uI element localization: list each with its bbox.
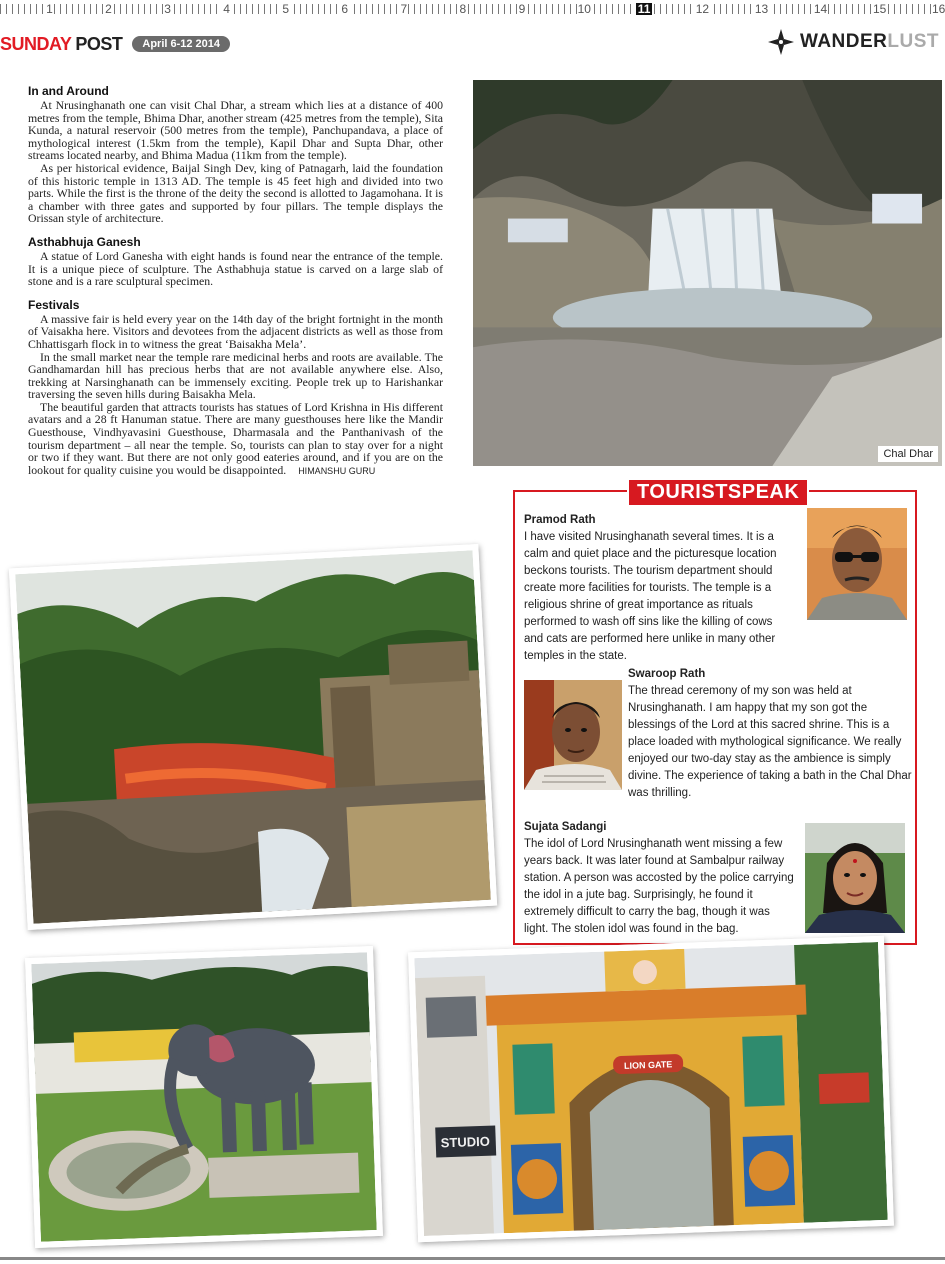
speaker-quote: The idol of Lord Nrusinghanath went missing a few years back. It was later found at Sambalpur railway station. A person was accosted by the police carrying the idol in a jute bag. Surprisingly, he found it extremely difficult to carry the bag, though it was light. The stolen idol was found in the bag.: [524, 838, 794, 935]
issue-date: April 6-12 2014: [132, 36, 230, 52]
ruler-tick: 9: [518, 2, 526, 16]
lion-gate-photo: [408, 936, 894, 1242]
ruler-tick: 14: [813, 2, 828, 16]
heading-festivals: Festivals: [28, 297, 80, 312]
heading-in-and-around: In and Around: [28, 84, 109, 98]
paragraph-text: The beautiful garden that attracts tourists has statues of Lord Krishna in His different avatars and a 28 ft Hanuman statue. There are many guesthouses here like the Mandir Guesthouse, Vindhyavasini Guesthouse, Dharmasala and the Panthanivash of the tourism department – all near the temple. So, tourists can plan to stay over for a night or two if they want. But there are not only good eateries around, and if you are on the lookout for quality cuisine you would be disappointed.: [28, 399, 443, 477]
shop-sign: STUDIO: [440, 1133, 491, 1151]
brand-sunday: SUNDAY: [0, 33, 72, 54]
article-body: [28, 84, 443, 476]
page-ruler: [0, 0, 945, 26]
speaker-swaroop: [628, 666, 913, 802]
paragraph: As per historical evidence, Baijal Singh Dev, king of Patnagarh, laid the foundation of this historic temple in 1313 AD. The temple is 45 feet high and divided into two parts. While the first is the throne of the deity the second is allotted to Jagamohana. It is a chamber with three gates and supported by four pillars. The temple displays the Orissan style of architecture.: [28, 160, 443, 226]
touristspeak-title: TOURISTSPEAK: [627, 478, 809, 507]
avatar-swaroop: [524, 680, 622, 790]
ruler-tick: 16: [932, 2, 945, 16]
section-wander: WANDER: [799, 31, 888, 52]
ruler-tick: 12: [695, 2, 710, 16]
avatar-sujata: [805, 823, 905, 933]
speaker-name: Swaroop Rath: [628, 668, 706, 680]
byline: HIMANSHU GURU: [298, 465, 376, 476]
brand-post: POST: [75, 33, 123, 54]
paragraph: A massive fair is held every year on the 14th day of the bright fortnight in the month of Vaisakha here. Visitors and devotees from the adjacent districts as well as those from Chhattisgarh flock in to witness the great ‘Baisakha Mela’.: [28, 311, 443, 351]
speaker-quote: I have visited Nrusinghanath several times. It is a calm and quiet place and the picturesque location beckons tourists. The tourism department should create more facilities for tourists. The temple is a religious shrine of great importance as rituals performed to wash off sins like the killing of cows and cats are performed here unlike in many other temples in the state.: [524, 531, 777, 662]
masthead: [0, 34, 230, 54]
ruler-tick: 3: [164, 2, 171, 16]
paragraph: At Nrusinghanath one can visit Chal Dhar, a stream which lies at a distance of 400 metres from the temple, Bhima Dhar, another stream (425 metres from the temple), Sita Kunda, a natural reservoir (500 metres from the temple), Panchupandava, a place of mythological interest (1.5km from the temple), Kapil Dhar and Supta Dhar, other streams located nearby, and Bhima Madua (11km from the temple).: [28, 98, 443, 163]
avatar-pramod: [807, 508, 907, 620]
gate-sign: LION GATE: [623, 1059, 673, 1071]
compass-icon: [768, 29, 794, 55]
photo-caption: Chal Dhar: [878, 446, 938, 462]
ruler-tick: 1: [46, 2, 53, 16]
footer-rule: [0, 1257, 945, 1260]
heading-asthabhuja-ganesh: Asthabhuja Ganesh: [28, 234, 141, 249]
ruler-tick: 2: [105, 2, 112, 16]
paragraph-last: [28, 401, 443, 477]
ruler-tick: 11: [637, 2, 651, 16]
ruler-tick: 10: [577, 2, 591, 16]
section-lust: LUST: [887, 31, 939, 52]
ruler-tick: 5: [282, 2, 289, 16]
temple-steps-photo: [9, 544, 497, 930]
speaker-name: Sujata Sadangi: [524, 821, 607, 833]
ruler-tick: 15: [872, 2, 887, 16]
ruler-tick: 4: [223, 2, 230, 16]
speaker-name: Pramod Rath: [524, 514, 596, 526]
section-header: [768, 28, 939, 56]
ruler-tick: 8: [459, 2, 467, 16]
speaker-quote: The thread ceremony of my son was held at Nrusinghanath. I am happy that my son got the blessings of the Lord at this sacred shrine. This is a place loaded with mythological significance. We really enjoyed our two-day stay as the ambience is simply divine. The experience of taking a bath in the Chal Dhar was thrilling.: [628, 685, 912, 799]
ruler-tick: 7: [400, 2, 408, 16]
paragraph: A statue of Lord Ganesha with eight hands is found near the entrance of the temple. It is a unique piece of sculpture. The Asthabhuja statue is carved on a large slab of stone and is a rare sculptural specimen.: [28, 248, 443, 289]
waterfall-photo: [470, 77, 945, 469]
ruler-tick: 13: [754, 2, 769, 16]
elephant-statue-photo: [25, 946, 383, 1248]
section-title: [800, 31, 939, 53]
brand-logo: [0, 34, 122, 55]
ruler-tick: 6: [341, 2, 349, 16]
touristspeak-box: [513, 481, 917, 945]
paragraph: In the small market near the temple rare medicinal herbs and roots are available. The Gandhamardan hill has precious herbs that are not available anywhere else. Also, trekking at Narsinghanath can be immensely exciting. People trek up to Harishankar traversing the seven hills during Baisakha Mela.: [28, 349, 443, 402]
